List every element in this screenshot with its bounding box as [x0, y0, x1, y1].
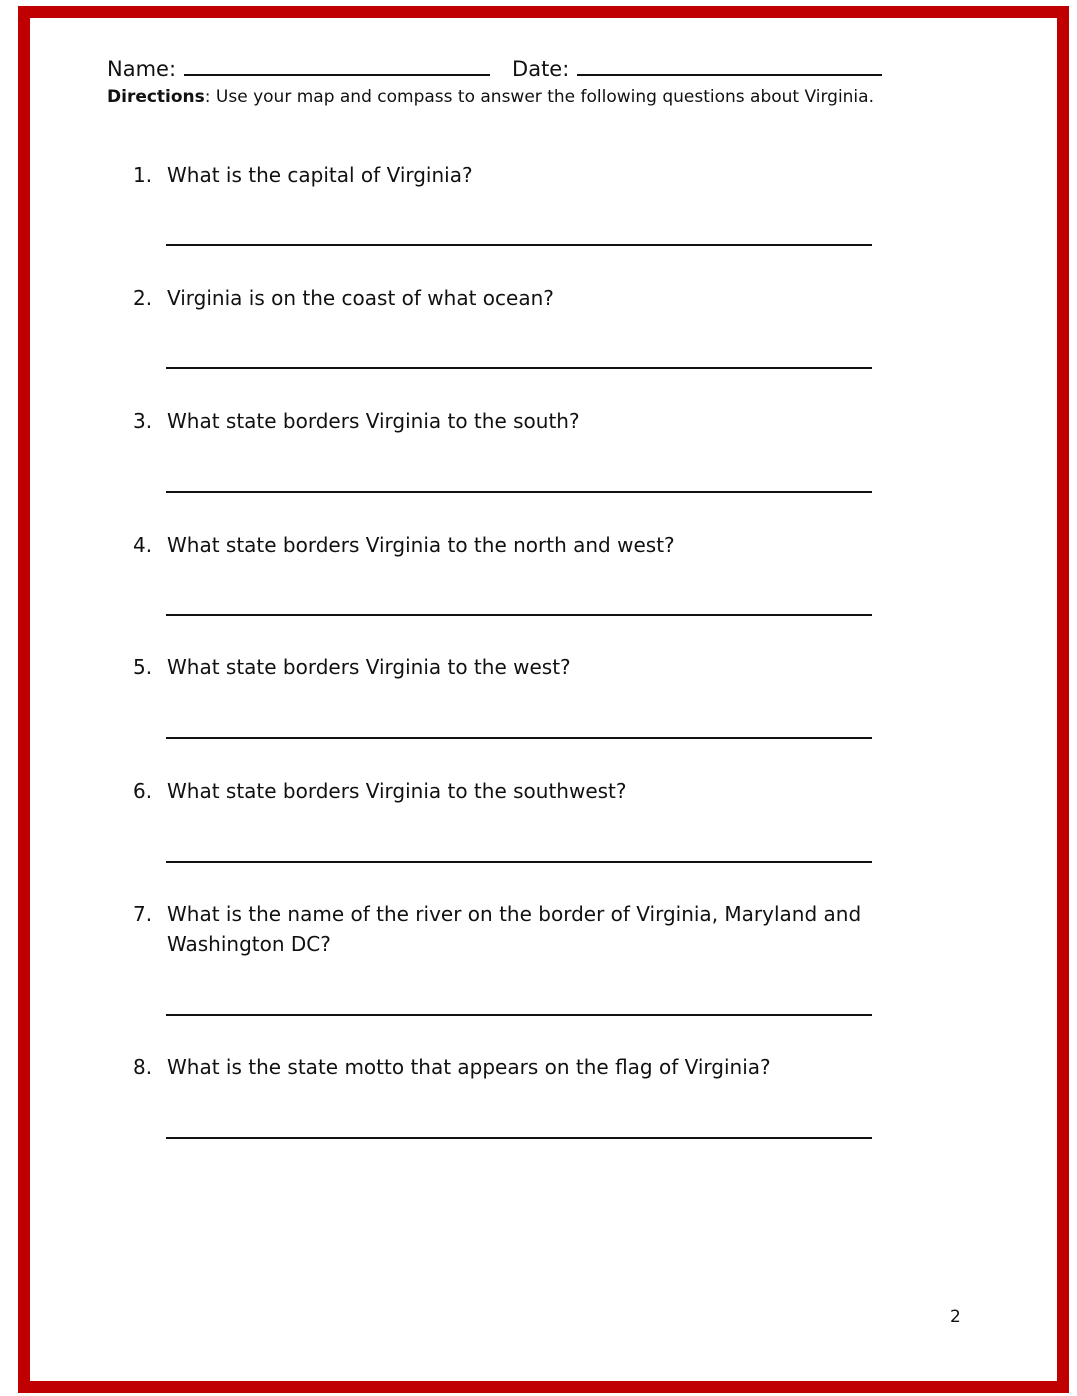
directions-label: Directions — [107, 87, 205, 107]
header-row — [107, 52, 882, 84]
question-text: What is the capital of Virginia? — [167, 163, 473, 187]
question-text: What state borders Virginia to the north and west? — [167, 533, 675, 557]
question-number: 8. — [133, 1055, 153, 1079]
question-3 — [133, 406, 913, 436]
question-number: 1. — [133, 163, 153, 187]
question-number: 6. — [133, 779, 153, 803]
answer-line-4[interactable] — [166, 614, 872, 616]
date-blank[interactable] — [577, 52, 882, 76]
answer-line-5[interactable] — [166, 737, 872, 739]
page-border — [18, 6, 1069, 1393]
question-text: What is the name of the river on the border of Virginia, Maryland and Washington DC? — [167, 902, 862, 956]
question-number: 7. — [133, 902, 153, 926]
directions — [107, 85, 874, 109]
page-number: 2 — [950, 1307, 961, 1327]
question-text: What is the state motto that appears on the flag of Virginia? — [167, 1055, 771, 1079]
date-label: Date: — [512, 57, 570, 81]
question-5 — [133, 652, 913, 682]
question-2 — [133, 283, 913, 313]
question-8 — [133, 1052, 913, 1082]
question-number: 4. — [133, 533, 153, 557]
name-blank[interactable] — [184, 52, 490, 76]
question-number: 5. — [133, 655, 153, 679]
question-number: 2. — [133, 286, 153, 310]
answer-line-7[interactable] — [166, 1014, 872, 1016]
answer-line-3[interactable] — [166, 491, 872, 493]
question-text: What state borders Virginia to the west? — [167, 655, 571, 679]
question-text: Virginia is on the coast of what ocean? — [167, 286, 554, 310]
question-4 — [133, 530, 913, 560]
answer-line-1[interactable] — [166, 244, 872, 246]
question-7 — [133, 899, 913, 959]
directions-text: : Use your map and compass to answer the following questions about Virginia. — [204, 87, 874, 107]
question-text: What state borders Virginia to the south? — [167, 409, 580, 433]
question-number: 3. — [133, 409, 153, 433]
answer-line-8[interactable] — [166, 1137, 872, 1139]
question-1 — [133, 160, 913, 190]
question-text: What state borders Virginia to the southwest? — [167, 779, 627, 803]
answer-line-2[interactable] — [166, 367, 872, 369]
question-6 — [133, 776, 913, 806]
name-label: Name: — [107, 57, 177, 81]
answer-line-6[interactable] — [166, 861, 872, 863]
